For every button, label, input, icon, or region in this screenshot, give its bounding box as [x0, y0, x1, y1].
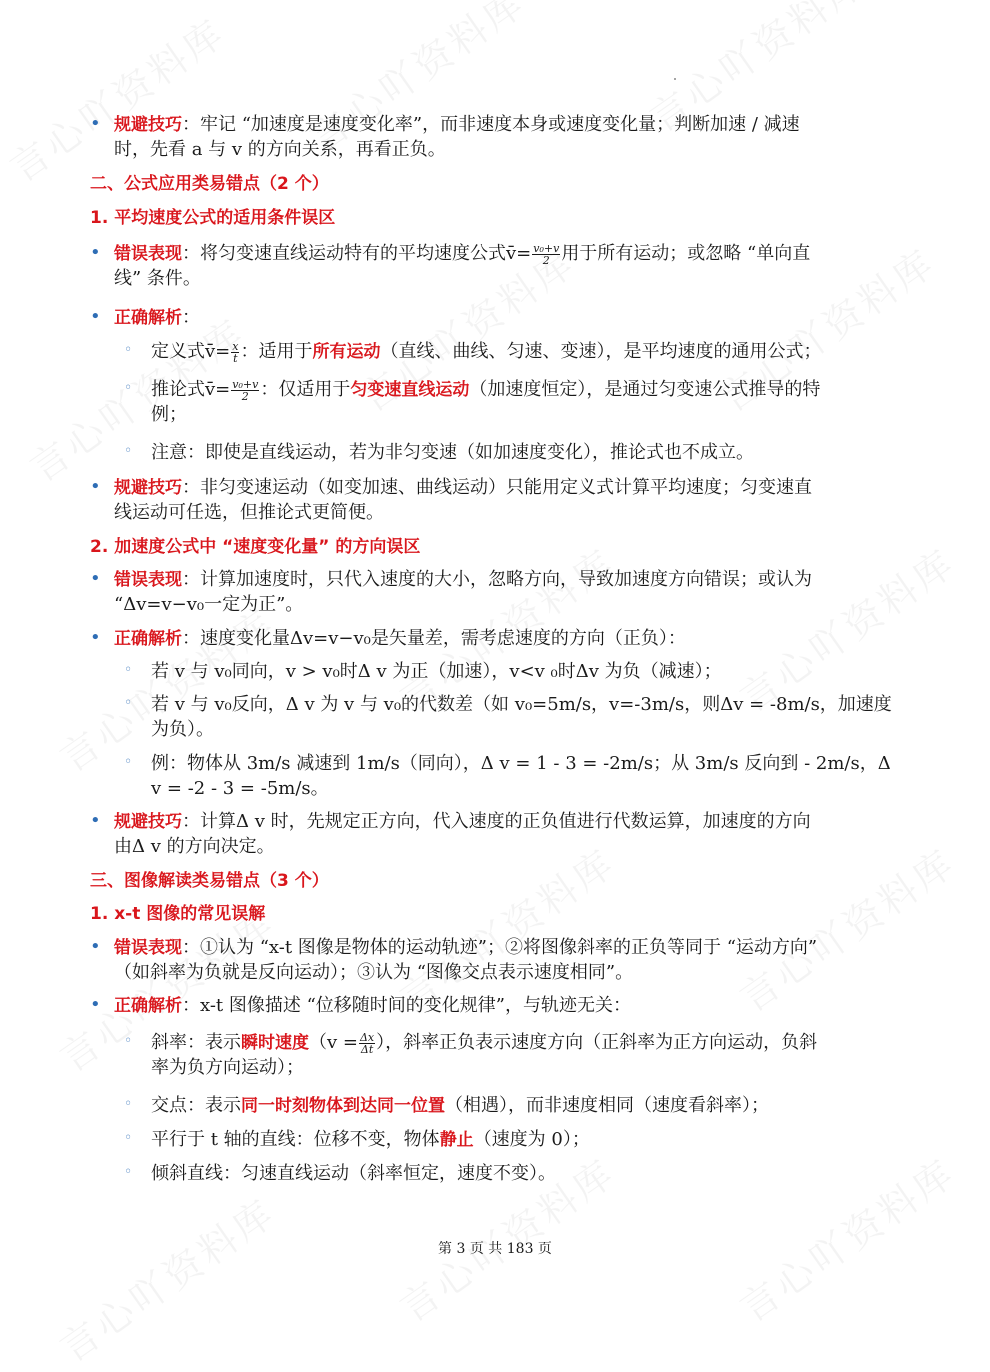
- sub-bullet-marker: ◦: [124, 754, 133, 770]
- bullet-label: 错误表现: [114, 938, 182, 958]
- section-heading: 1. x-t 图像的常见误解: [90, 904, 266, 924]
- body-text: 用于所有运动；或忽略 “单向直: [561, 243, 811, 264]
- body-text: ：仅适用于: [260, 379, 351, 400]
- scan-dot: [674, 78, 676, 80]
- body-text: ：①认为 “x-t 图像是物体的运动轨迹”；②将图像斜率的正负等同于 “运动方向”: [182, 937, 818, 958]
- sub-bullet-marker: ◦: [124, 662, 133, 678]
- body-text: （v =: [309, 1032, 358, 1053]
- section-heading: 二、公式应用类易错点（2 个）: [90, 174, 329, 194]
- body-text: （速度为 0）；: [473, 1129, 590, 1150]
- body-text: 斜率：表示: [151, 1032, 241, 1053]
- bullet-line: [114, 961, 633, 985]
- sub-bullet-marker: ◦: [124, 695, 133, 711]
- body-text: ：计算加速度时，只代入速度的大小，忽略方向，导致加速度方向错误；或认为: [182, 569, 812, 590]
- bullet-marker: •: [90, 994, 101, 1015]
- body-text: 注意：即使是直线运动，若为非匀变速（如加速度变化），推论式也不成立。: [151, 442, 754, 463]
- bullet-marker: •: [90, 113, 101, 134]
- bullet-line: [114, 627, 686, 651]
- body-text: ：牢记 “加速度是速度变化率”，而非速度本身或速度变化量；判断加速 / 减速: [182, 114, 800, 135]
- fraction: [231, 341, 239, 364]
- body-text: （如斜率为负就是反向运动）；③认为 “图像交点表示速度相同”。: [114, 962, 634, 983]
- bullet-label: 规避技巧: [114, 812, 182, 832]
- fraction-denominator: 2: [241, 389, 249, 403]
- sub-item-line: [151, 1162, 556, 1186]
- bullet-label: 规避技巧: [114, 478, 182, 498]
- body-text: 推论式v̄=: [151, 379, 231, 400]
- watermark-text: [727, 833, 965, 1023]
- body-text: 例：物体从 3m/s 减速到 1m/s（同向），Δ v = 1 - 3 = -2m/s；从 3m/s 反向到 - 2m/s，Δ: [151, 753, 891, 774]
- fraction-numerator: Δx: [359, 1030, 375, 1044]
- section-heading: 1. 平均速度公式的适用条件误区: [90, 208, 336, 228]
- sub-bullet-marker: ◦: [124, 1130, 133, 1146]
- bullet-line: [114, 267, 201, 291]
- bullet-line: [114, 306, 200, 330]
- bullet-marker: •: [90, 627, 101, 648]
- fraction-denominator: 2: [542, 253, 550, 267]
- bullet-line: [114, 994, 631, 1018]
- section-heading: 三、图像解读类易错点（3 个）: [90, 871, 329, 891]
- bullet-line: [114, 138, 446, 162]
- emphasis-text: 匀变速直线运动: [350, 380, 470, 400]
- body-text: 若 v 与 v₀同向，v > v₀时Δ v 为正（加速），v<v ₀时Δv 为负（减速）；: [151, 661, 722, 682]
- bullet-line: [114, 476, 812, 500]
- body-text: ），斜率正负表示速度方向（正斜率为正方向运动，负斜: [376, 1032, 818, 1053]
- section-heading: 2. 加速度公式中 “速度变化量” 的方向误区: [90, 537, 421, 557]
- body-text: ：非匀变速运动（如变加速、曲线运动）只能用定义式计算平均速度；匀变速直: [182, 477, 812, 498]
- emphasis-text: 同一时刻物体到达同一位置: [241, 1096, 445, 1116]
- emphasis-text: 所有运动: [312, 342, 381, 362]
- fraction: [532, 243, 560, 266]
- body-text: 时，先看 a 与 v 的方向关系，再看正负。: [114, 139, 446, 160]
- bullet-label: 错误表现: [114, 570, 182, 590]
- fraction: [359, 1032, 375, 1055]
- bullet-line: [114, 501, 384, 525]
- bullet-line: [114, 593, 303, 617]
- bullet-line: [114, 936, 817, 960]
- body-text: （加速度恒定），是通过匀变速公式推导的特: [469, 379, 821, 400]
- sub-item-line: [151, 1056, 304, 1080]
- bullet-label: 正确解析: [114, 629, 182, 649]
- sub-item-line: [151, 1031, 817, 1055]
- fraction: [231, 379, 259, 402]
- body-text: 平行于 t 轴的直线：位移不变，物体: [151, 1129, 440, 1150]
- bullet-marker: •: [90, 568, 101, 589]
- bullet-marker: •: [90, 810, 101, 831]
- body-text: （相遇），而非速度相同（速度看斜率）；: [445, 1095, 769, 1116]
- fraction-numerator: v₀+v: [232, 377, 259, 391]
- bullet-label: 正确解析: [114, 308, 182, 328]
- fraction-numerator: x: [232, 339, 239, 353]
- bullet-label: 规避技巧: [114, 115, 182, 135]
- sub-bullet-marker: ◦: [124, 342, 133, 358]
- body-text: v = -2 - 3 = -5m/s。: [151, 778, 329, 799]
- sub-bullet-marker: ◦: [124, 1164, 133, 1180]
- bullet-marker: •: [90, 936, 101, 957]
- bullet-line: [114, 568, 812, 592]
- body-text: 定义式v̄=: [151, 341, 231, 362]
- body-text: 若 v 与 v₀反向，Δ v 为 v 与 v₀的代数差（如 v₀=5m/s，v=-3m/s，则Δv = -8m/s，加速度: [151, 694, 892, 715]
- watermark-text: [0, 3, 235, 193]
- body-text: ：速度变化量Δv=v−v₀是矢量差，需考虑速度的方向（正负）：: [182, 628, 686, 649]
- body-text: 例；: [151, 404, 187, 425]
- body-text: ：适用于: [240, 341, 313, 362]
- sub-item-line: [151, 403, 187, 427]
- bullet-label: 错误表现: [114, 244, 182, 264]
- sub-item-line: [151, 441, 754, 465]
- bullet-line: [114, 835, 275, 859]
- sub-bullet-marker: ◦: [124, 380, 133, 396]
- sub-item-line: [151, 752, 891, 776]
- body-text: 线运动可任选，但推论式更简便。: [114, 502, 384, 523]
- emphasis-text: 瞬时速度: [241, 1033, 309, 1053]
- body-text: （直线、曲线、匀速、变速），是平均速度的通用公式；: [380, 341, 822, 362]
- sub-bullet-marker: ◦: [124, 1096, 133, 1112]
- body-text: 线” 条件。: [114, 268, 201, 289]
- bullet-marker: •: [90, 242, 101, 263]
- sub-item-line: [151, 340, 821, 364]
- bullet-line: [114, 810, 811, 834]
- sub-item-line: [151, 693, 892, 717]
- body-text: 交点：表示: [151, 1095, 241, 1116]
- fraction-numerator: v₀+v: [533, 241, 560, 255]
- body-text: ：将匀变速直线运动特有的平均速度公式v̄=: [182, 243, 532, 264]
- body-text: 倾斜直线：匀速直线运动（斜率恒定，速度不变）。: [151, 1163, 556, 1184]
- bullet-line: [114, 242, 810, 266]
- sub-item-line: [151, 378, 820, 402]
- sub-item-line: [151, 1128, 590, 1152]
- emphasis-text: 静止: [439, 1130, 474, 1150]
- body-text: 由Δ v 的方向决定。: [114, 836, 275, 857]
- body-text: 率为负方向运动）；: [151, 1057, 304, 1078]
- bullet-label: 正确解析: [114, 996, 182, 1016]
- sub-item-line: [151, 777, 329, 801]
- sub-bullet-marker: ◦: [124, 1033, 133, 1049]
- bullet-line: [114, 113, 800, 137]
- body-text: ：计算Δ v 时，先规定正方向，代入速度的正负值进行代数运算，加速度的方向: [182, 811, 811, 832]
- body-text: “Δv=v−v₀一定为正”。: [114, 594, 304, 615]
- sub-item-line: [151, 718, 214, 742]
- sub-bullet-marker: ◦: [124, 443, 133, 459]
- page-footer: 第 3 页 共 183 页: [438, 1241, 552, 1257]
- sub-item-line: [151, 1094, 769, 1118]
- bullet-marker: •: [90, 476, 101, 497]
- watermark-text: [47, 1183, 285, 1372]
- body-text: ：: [182, 307, 200, 328]
- fraction-denominator: t: [233, 351, 238, 365]
- body-text: ：x-t 图像描述 “位移随时间的变化规律”，与轨迹无关：: [182, 995, 631, 1016]
- bullet-marker: •: [90, 306, 101, 327]
- sub-item-line: [151, 660, 722, 684]
- fraction-denominator: Δt: [360, 1042, 374, 1056]
- body-text: 为负）。: [151, 719, 214, 740]
